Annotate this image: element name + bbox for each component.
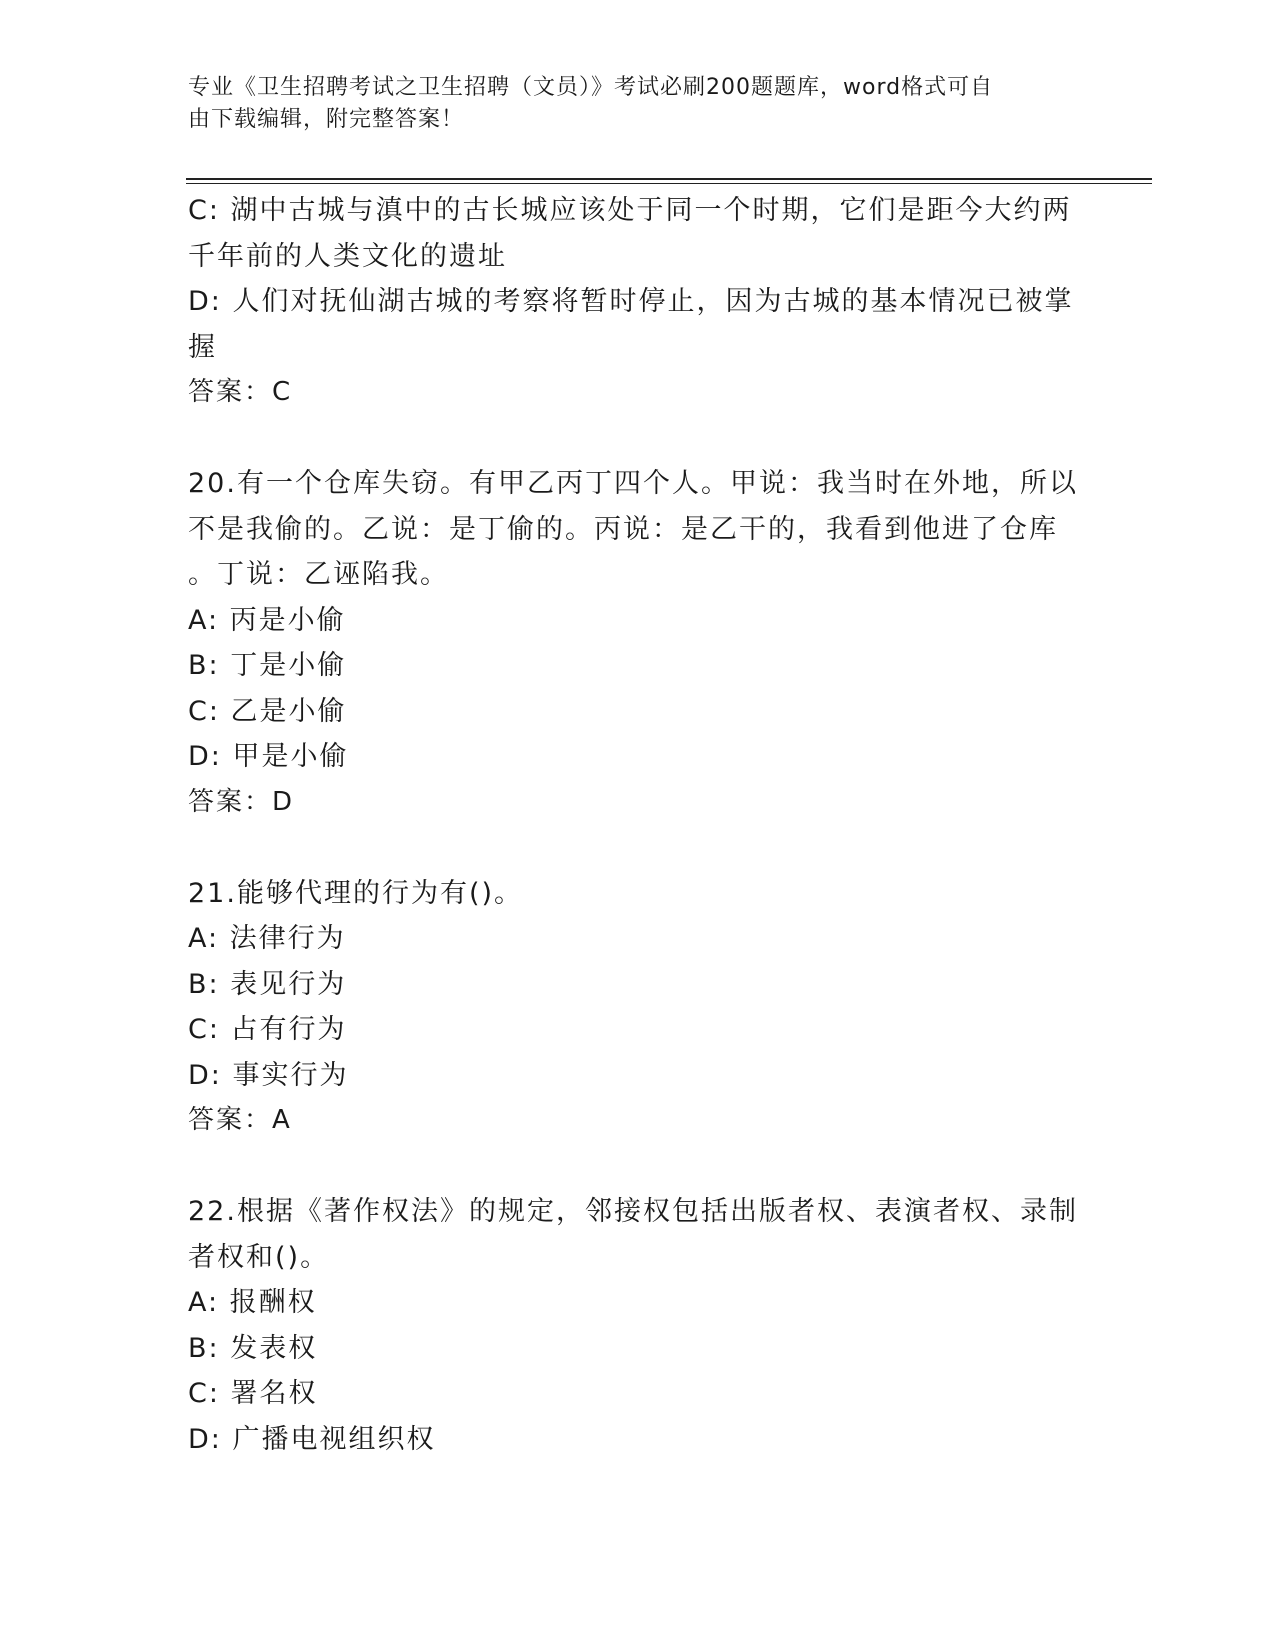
- answer-line: 答案：D: [188, 786, 295, 817]
- option-b: B: 发表权: [188, 1332, 318, 1364]
- option-a: A: 丙是小偷: [188, 604, 346, 636]
- spacer: [188, 1144, 1088, 1190]
- question-20: [188, 461, 1088, 825]
- answer-line: 答案：C: [188, 377, 293, 407]
- option-d-continued: 握: [188, 331, 217, 363]
- question-21: [188, 871, 1088, 1144]
- header-divider-thin: [186, 183, 1152, 184]
- option-d: D: 广播电视组织权: [188, 1423, 436, 1455]
- option-b: B: 表见行为: [188, 968, 347, 1000]
- document-header: [188, 72, 1068, 136]
- question-text: 22.根据《著作权法》的规定，邻接权包括出版者权、表演者权、录制: [188, 1196, 1078, 1227]
- question-content: [188, 188, 1088, 1462]
- question-text-continued: 者权和()。: [188, 1241, 330, 1273]
- option-c: C: 占有行为: [188, 1014, 347, 1045]
- option-d: D: 人们对抚仙湖古城的考察将暂时停止，因为古城的基本情况已被掌: [188, 286, 1074, 317]
- header-divider: [186, 178, 1152, 180]
- spacer: [188, 416, 1088, 462]
- option-d: D: 事实行为: [188, 1059, 349, 1091]
- option-c: C: 署名权: [188, 1378, 318, 1409]
- question-22: [188, 1189, 1088, 1462]
- option-a: A: 法律行为: [188, 923, 346, 954]
- header-line-1: 专业《卫生招聘考试之卫生招聘（文员）》考试必刷200题题库，word格式可自: [188, 75, 994, 100]
- question-text-continued: 不是我偷的。乙说：是丁偷的。丙说：是乙干的，我看到他进了仓库: [188, 513, 1058, 545]
- question-text: 20.有一个仓库失窃。有甲乙丙丁四个人。甲说：我当时在外地，所以: [188, 468, 1078, 499]
- question-text: 21.能够代理的行为有()。: [188, 877, 524, 909]
- option-d: D: 甲是小偷: [188, 741, 349, 772]
- option-a: A: 报酬权: [188, 1287, 317, 1318]
- option-b: B: 丁是小偷: [188, 650, 347, 681]
- option-c-continued: 千年前的人类文化的遗址: [188, 240, 507, 272]
- option-c: C: 湖中古城与滇中的古长城应该处于同一个时期，它们是距今大约两: [188, 195, 1072, 226]
- answer-line: 答案：A: [188, 1105, 292, 1135]
- header-line-2: 由下载编辑，附完整答案！: [188, 107, 465, 132]
- option-c: C: 乙是小偷: [188, 695, 347, 727]
- question-text-continued: 。丁说：乙诬陷我。: [188, 559, 449, 590]
- spacer: [188, 825, 1088, 871]
- prev-question: [188, 188, 1088, 416]
